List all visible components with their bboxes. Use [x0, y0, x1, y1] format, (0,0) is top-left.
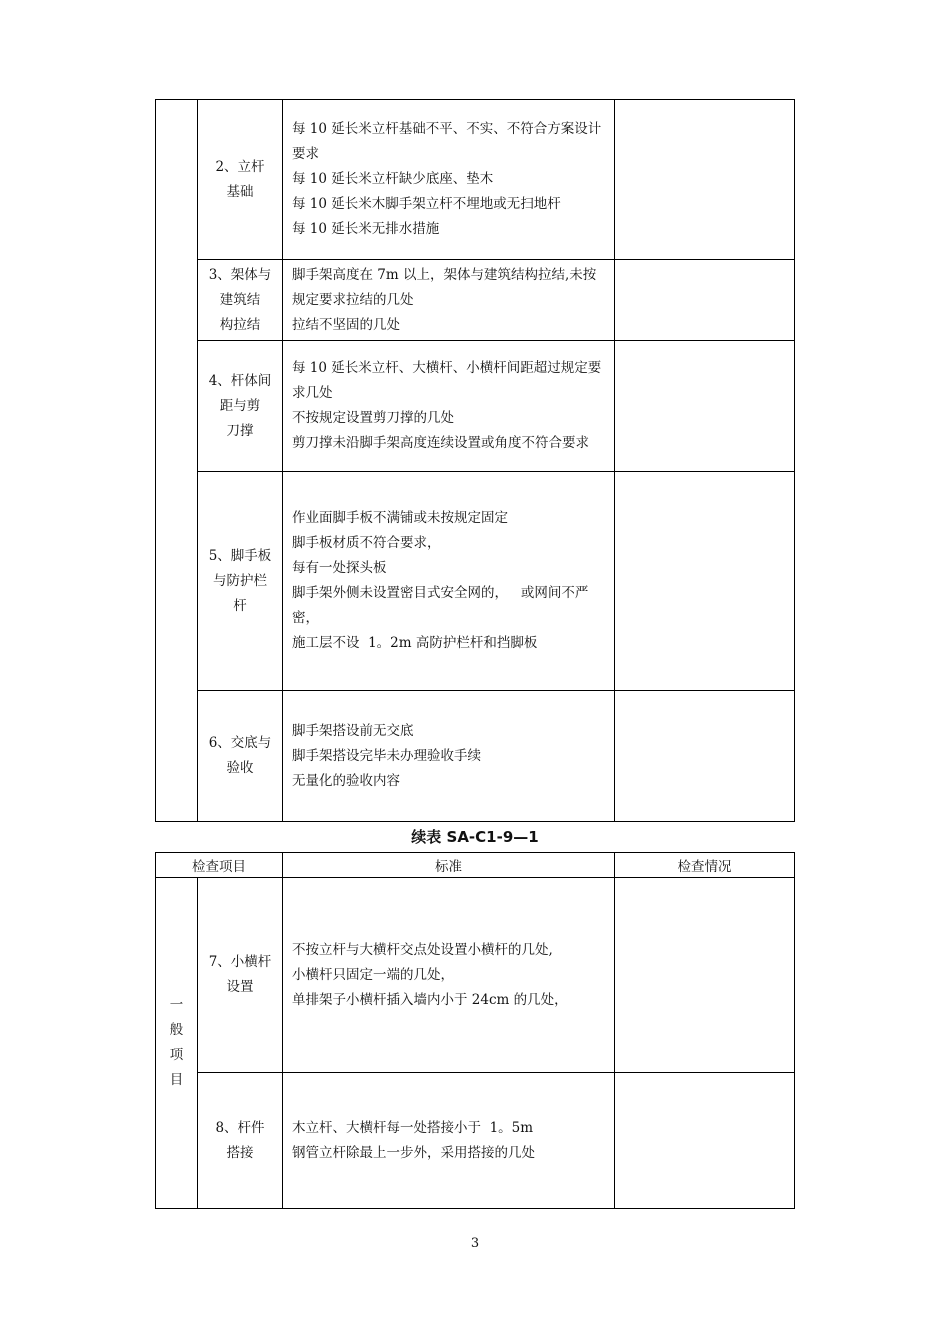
item-cell: 7、小横杆 设置: [198, 878, 283, 1073]
table-row: [156, 691, 795, 822]
standard-cell: 不按立杆与大横杆交点处设置小横杆的几处, 小横杆只固定一端的几处， 单排架子小横杆插入墙内小于 24cm 的几处，: [283, 878, 615, 1073]
item-cell: 2、立杆 基础: [198, 100, 283, 260]
check-cell[interactable]: [615, 100, 795, 260]
check-cell[interactable]: [615, 878, 795, 1073]
header-check: 检查情况: [615, 853, 795, 878]
item-cell: 3、架体与 建筑结 构拉结: [198, 260, 283, 341]
table-row: [156, 878, 795, 1073]
table-row: [156, 341, 795, 472]
standard-cell: 木立杆、大横杆每一处搭接小于 1。5m 钢管立杆除最上一步外，采用搭接的几处: [283, 1073, 615, 1209]
table-row: [156, 260, 795, 341]
group-cell: 一 般 项 目: [156, 878, 198, 1209]
check-cell[interactable]: [615, 691, 795, 822]
item-cell: 4、杆体间 距与剪 刀撑: [198, 341, 283, 472]
standard-cell: 每 10 延长米立杆基础不平、不实、不符合方案设计要求 每 10 延长米立杆缺少底座、垫木 每 10 延长米木脚手架立杆不埋地或无扫地杆 每 10 延长米无排水措施: [283, 100, 615, 260]
check-cell[interactable]: [615, 1073, 795, 1209]
check-cell[interactable]: [615, 341, 795, 472]
table-row: [156, 100, 795, 260]
standard-cell: 每 10 延长米立杆、大横杆、小横杆间距超过规定要求几处 不按规定设置剪刀撑的几处 剪刀撑未沿脚手架高度连续设置或角度不符合要求: [283, 341, 615, 472]
table-header-row: [156, 853, 795, 878]
item-cell: 8、杆件 搭接: [198, 1073, 283, 1209]
check-cell[interactable]: [615, 472, 795, 691]
check-cell[interactable]: [615, 260, 795, 341]
inspection-table: [155, 852, 795, 1209]
standard-cell: 作业面脚手板不满铺或未按规定固定 脚手板材质不符合要求， 每有一处探头板 脚手架外侧未设置密目式安全网的， 或网间不严密， 施工层不设 1。2m 高防护栏杆和挡脚板: [283, 472, 615, 691]
item-cell: 6、交底与 验收: [198, 691, 283, 822]
page-number: 3: [470, 1236, 480, 1251]
standard-cell: 脚手架高度在 7m 以上，架体与建筑结构拉结,未按规定要求拉结的几处 拉结不坚固的几处: [283, 260, 615, 341]
table-row: [156, 472, 795, 691]
table-row: [156, 1073, 795, 1209]
table-caption: 续表 SA-C1-9—1: [411, 828, 539, 846]
group-cell-empty: [156, 100, 198, 822]
header-standard: 标准: [283, 853, 615, 878]
inspection-table-continued: [155, 99, 795, 822]
standard-cell: 脚手架搭设前无交底 脚手架搭设完毕未办理验收手续 无量化的验收内容: [283, 691, 615, 822]
header-item: 检查项目: [156, 853, 283, 878]
item-cell: 5、脚手板 与防护栏 杆: [198, 472, 283, 691]
